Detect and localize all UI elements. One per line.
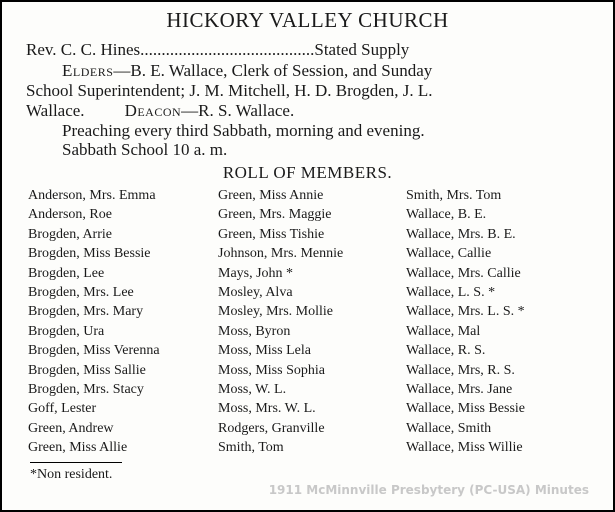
list-item: Wallace, Callie xyxy=(406,246,492,262)
elders-text-3: Wallace. xyxy=(26,101,85,120)
elders-line-1 xyxy=(62,61,432,81)
members-column-2 xyxy=(218,186,343,457)
sabbath-school-line: Sabbath School 10 a. m. xyxy=(62,140,228,159)
list-item: Mays, John * xyxy=(218,265,294,281)
roll-title: ROLL OF MEMBERS. xyxy=(222,163,393,182)
list-item: Green, Miss Tishie xyxy=(218,226,325,242)
elders-text-1: —B. E. Wallace, Clerk of Session, and Sunday xyxy=(113,61,433,80)
list-item: Mosley, Mrs. Mollie xyxy=(218,304,333,320)
list-item: Wallace, B. E. xyxy=(406,207,487,223)
list-item: Goff, Lester xyxy=(28,401,97,417)
list-item: Wallace, Smith xyxy=(406,420,492,436)
elders-line-2: School Superintendent; J. M. Mitchell, H. D. Brogden, J. L. xyxy=(26,81,433,100)
list-item: Wallace, L. S. * xyxy=(406,284,496,300)
members-column-1 xyxy=(28,186,160,457)
members-column-3 xyxy=(406,186,525,457)
preaching-line: Preaching every third Sabbath, morning and evening. xyxy=(62,121,425,140)
list-item: Moss, Miss Sophia xyxy=(218,362,325,378)
list-item: Moss, Byron xyxy=(218,323,291,339)
source-credit: 1911 McMinnville Presbytery (PC-USA) Minutes xyxy=(268,483,589,497)
list-item: Johnson, Mrs. Mennie xyxy=(218,246,344,262)
list-item: Wallace, Mal xyxy=(406,323,481,339)
list-item: Mosley, Alva xyxy=(218,284,293,300)
list-item: Green, Mrs. Maggie xyxy=(218,207,332,223)
list-item: Anderson, Roe xyxy=(28,207,112,223)
list-item: Wallace, Mrs, R. S. xyxy=(406,362,515,378)
list-item: Green, Miss Allie xyxy=(28,440,128,456)
elders-label: Elders xyxy=(62,61,114,80)
list-item: Wallace, Mrs. B. E. xyxy=(406,226,516,242)
list-item: Brogden, Miss Verenna xyxy=(28,343,160,359)
church-title: HICKORY VALLEY CHURCH xyxy=(166,8,449,32)
list-item: Moss, Mrs. W. L. xyxy=(218,401,316,417)
list-item: Brogden, Mrs. Mary xyxy=(28,304,144,320)
list-item: Brogden, Mrs. Stacy xyxy=(28,381,144,397)
elders-line-3 xyxy=(26,101,294,121)
deacon-label: Deacon xyxy=(124,101,182,120)
list-item: Green, Miss Annie xyxy=(218,188,324,203)
list-item: Wallace, R. S. xyxy=(406,343,486,359)
list-item: Moss, Miss Lela xyxy=(218,343,311,359)
list-item: Wallace, Mrs. Callie xyxy=(406,265,521,281)
list-item: Green, Andrew xyxy=(28,420,114,436)
list-item: Brogden, Miss Sallie xyxy=(28,362,146,378)
list-item: Brogden, Miss Bessie xyxy=(28,246,151,262)
list-item: Wallace, Miss Bessie xyxy=(406,401,526,417)
deacon-text: —R. S. Wallace. xyxy=(181,101,295,120)
list-item: Brogden, Ura xyxy=(28,323,105,339)
list-item: Smith, Tom xyxy=(218,440,284,456)
list-item: Smith, Mrs. Tom xyxy=(406,188,502,203)
footnote: *Non resident. xyxy=(30,467,113,482)
list-item: Wallace, Miss Willie xyxy=(406,440,523,456)
list-item: Moss, W. L. xyxy=(218,381,287,397)
footnote-divider xyxy=(30,462,122,463)
list-item: Rodgers, Granville xyxy=(218,420,325,436)
list-item: Wallace, Mrs. Jane xyxy=(406,381,513,397)
list-item: Wallace, Mrs. L. S. * xyxy=(406,304,525,320)
list-item: Brogden, Arrie xyxy=(28,226,112,242)
list-item: Brogden, Lee xyxy=(28,265,105,281)
list-item: Brogden, Mrs. Lee xyxy=(28,284,134,300)
pastor-line: Rev. C. C. Hines.........................................Stated Supply xyxy=(26,40,410,59)
list-item: Anderson, Mrs. Emma xyxy=(28,188,156,203)
